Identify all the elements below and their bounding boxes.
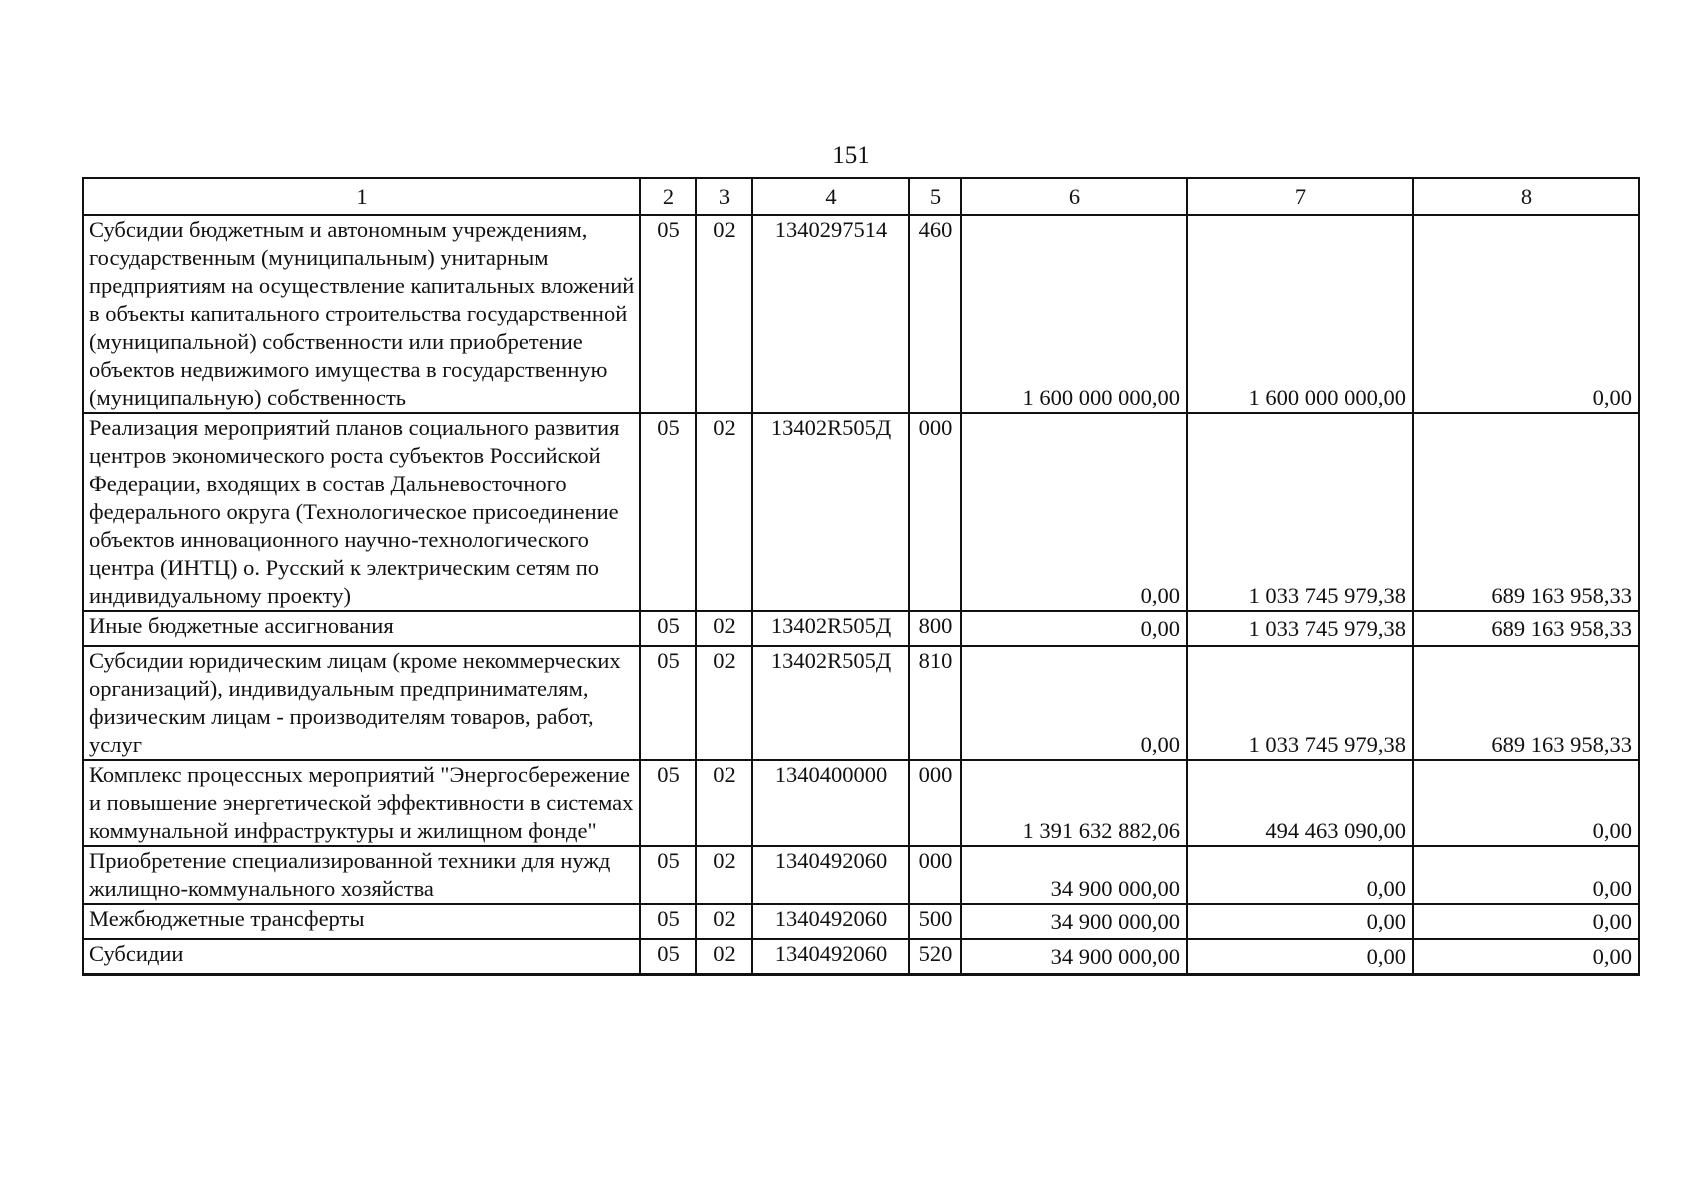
amount-col-7: 1 033 745 979,38 bbox=[1187, 413, 1413, 611]
amount-col-8: 0,00 bbox=[1413, 939, 1639, 975]
table-header-row bbox=[83, 178, 1639, 215]
amount-col-7: 0,00 bbox=[1187, 939, 1413, 975]
amount-col-6: 34 900 000,00 bbox=[961, 904, 1187, 939]
table-row bbox=[83, 646, 1639, 760]
amount-col-8: 689 163 958,33 bbox=[1413, 611, 1639, 646]
row-description: Комплекс процессных мероприятий "Энергосбережение и повышение энергетической эффективности в системах коммунальной инфраструктуры и жилищном фонде" bbox=[83, 760, 640, 846]
amount-col-8: 0,00 bbox=[1413, 215, 1639, 413]
section-code: 05 bbox=[640, 413, 696, 611]
column-header: 3 bbox=[696, 178, 752, 215]
expense-type-code: 810 bbox=[909, 646, 961, 760]
column-header: 5 bbox=[909, 178, 961, 215]
amount-col-7: 1 033 745 979,38 bbox=[1187, 646, 1413, 760]
section-code: 05 bbox=[640, 646, 696, 760]
target-article-code: 1340492060 bbox=[752, 846, 909, 904]
budget-table bbox=[82, 177, 1640, 976]
row-description: Субсидии юридическим лицам (кроме некоммерческих организаций), индивидуальным предпринимателям, физическим лицам - производителям товаров, работ, услуг bbox=[83, 646, 640, 760]
amount-col-6: 0,00 bbox=[961, 611, 1187, 646]
row-description: Межбюджетные трансферты bbox=[83, 904, 640, 939]
target-article-code: 1340400000 bbox=[752, 760, 909, 846]
expense-type-code: 000 bbox=[909, 413, 961, 611]
row-description: Реализация мероприятий планов социального развития центров экономического роста субъектов Российской Федерации, входящих в состав Дальневосточного федерального округа (Технологическое присоединение объектов инновационного научно-технологического центра (ИНТЦ) о. Русский к электрическим сетям по индивидуальному проекту) bbox=[83, 413, 640, 611]
column-header: 4 bbox=[752, 178, 909, 215]
column-header: 8 bbox=[1413, 178, 1639, 215]
amount-col-8: 0,00 bbox=[1413, 760, 1639, 846]
table-row bbox=[83, 846, 1639, 904]
table-row bbox=[83, 939, 1639, 975]
amount-col-6: 34 900 000,00 bbox=[961, 939, 1187, 975]
amount-col-7: 1 033 745 979,38 bbox=[1187, 611, 1413, 646]
target-article-code: 1340297514 bbox=[752, 215, 909, 413]
subsection-code: 02 bbox=[696, 939, 752, 975]
target-article-code: 1340492060 bbox=[752, 904, 909, 939]
amount-col-7: 494 463 090,00 bbox=[1187, 760, 1413, 846]
target-article-code: 13402R505Д bbox=[752, 611, 909, 646]
expense-type-code: 000 bbox=[909, 760, 961, 846]
subsection-code: 02 bbox=[696, 760, 752, 846]
subsection-code: 02 bbox=[696, 846, 752, 904]
amount-col-7: 1 600 000 000,00 bbox=[1187, 215, 1413, 413]
expense-type-code: 800 bbox=[909, 611, 961, 646]
column-header: 2 bbox=[640, 178, 696, 215]
section-code: 05 bbox=[640, 760, 696, 846]
target-article-code: 1340492060 bbox=[752, 939, 909, 975]
section-code: 05 bbox=[640, 846, 696, 904]
column-header: 1 bbox=[83, 178, 640, 215]
page-number: 151 bbox=[832, 142, 870, 169]
amount-col-8: 689 163 958,33 bbox=[1413, 646, 1639, 760]
expense-type-code: 000 bbox=[909, 846, 961, 904]
amount-col-8: 0,00 bbox=[1413, 904, 1639, 939]
amount-col-6: 1 391 632 882,06 bbox=[961, 760, 1187, 846]
amount-col-8: 689 163 958,33 bbox=[1413, 413, 1639, 611]
column-header: 7 bbox=[1187, 178, 1413, 215]
section-code: 05 bbox=[640, 904, 696, 939]
row-description: Иные бюджетные ассигнования bbox=[83, 611, 640, 646]
column-header: 6 bbox=[961, 178, 1187, 215]
amount-col-6: 0,00 bbox=[961, 646, 1187, 760]
table-row bbox=[83, 760, 1639, 846]
table-row bbox=[83, 413, 1639, 611]
row-description: Приобретение специализированной техники для нужд жилищно-коммунального хозяйства bbox=[83, 846, 640, 904]
section-code: 05 bbox=[640, 939, 696, 975]
section-code: 05 bbox=[640, 215, 696, 413]
subsection-code: 02 bbox=[696, 413, 752, 611]
amount-col-7: 0,00 bbox=[1187, 846, 1413, 904]
amount-col-6: 1 600 000 000,00 bbox=[961, 215, 1187, 413]
expense-type-code: 460 bbox=[909, 215, 961, 413]
row-description: Субсидии бюджетным и автономным учреждениям, государственным (муниципальным) унитарным предприятиям на осуществление капитальных вложений в объекты капитального строительства государственной (муниципальной) собственности или приобретение объектов недвижимого имущества в государственную (муниципальную) собственность bbox=[83, 215, 640, 413]
amount-col-6: 0,00 bbox=[961, 413, 1187, 611]
amount-col-6: 34 900 000,00 bbox=[961, 846, 1187, 904]
subsection-code: 02 bbox=[696, 611, 752, 646]
amount-col-8: 0,00 bbox=[1413, 846, 1639, 904]
subsection-code: 02 bbox=[696, 646, 752, 760]
target-article-code: 13402R505Д bbox=[752, 413, 909, 611]
table-row bbox=[83, 611, 1639, 646]
subsection-code: 02 bbox=[696, 215, 752, 413]
section-code: 05 bbox=[640, 611, 696, 646]
amount-col-7: 0,00 bbox=[1187, 904, 1413, 939]
expense-type-code: 520 bbox=[909, 939, 961, 975]
row-description: Субсидии bbox=[83, 939, 640, 975]
table-row bbox=[83, 904, 1639, 939]
subsection-code: 02 bbox=[696, 904, 752, 939]
table-row bbox=[83, 215, 1639, 413]
expense-type-code: 500 bbox=[909, 904, 961, 939]
target-article-code: 13402R505Д bbox=[752, 646, 909, 760]
